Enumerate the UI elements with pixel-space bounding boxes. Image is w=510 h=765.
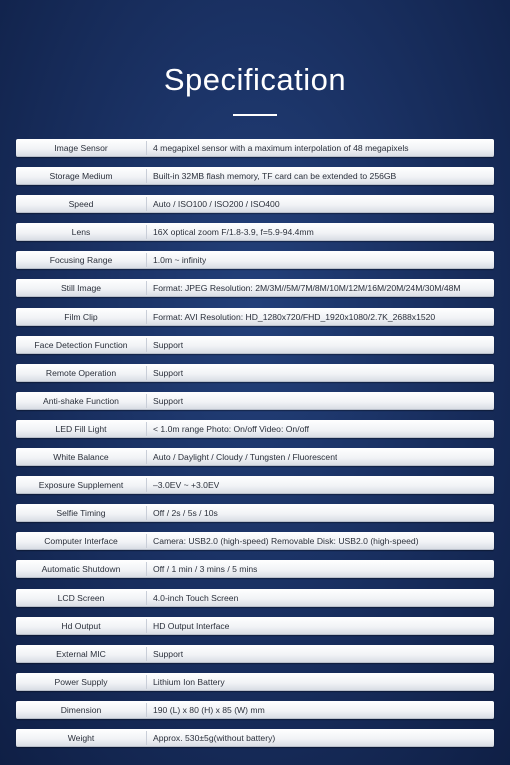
spec-row — [16, 364, 494, 382]
spec-row — [16, 167, 494, 185]
spec-row — [16, 251, 494, 269]
spec-value: Support — [153, 648, 184, 659]
spec-value: Auto / Daylight / Cloudy / Tungsten / Fluorescent — [153, 452, 338, 463]
spec-label: Anti-shake Function — [43, 395, 119, 406]
spec-row — [16, 279, 494, 297]
spec-value: Support — [153, 339, 184, 350]
spec-label: Exposure Supplement — [38, 480, 124, 491]
spec-row — [16, 645, 494, 663]
spec-row — [16, 336, 494, 354]
spec-row — [16, 420, 494, 438]
spec-label: Weight — [67, 732, 95, 743]
page-title: Specification — [163, 62, 347, 97]
spec-value: 4.0-inch Touch Screen — [153, 592, 239, 603]
spec-row — [16, 448, 494, 466]
spec-value: Off / 2s / 5s / 10s — [153, 508, 218, 519]
spec-value: –3.0EV ~ +3.0EV — [153, 480, 220, 491]
spec-label: Film Clip — [64, 311, 98, 322]
spec-row — [16, 223, 494, 241]
spec-value: < 1.0m range Photo: On/off Video: On/off — [153, 423, 309, 434]
spec-label: Automatic Shutdown — [41, 564, 121, 575]
spec-value: Format: AVI Resolution: HD_1280x720/FHD_1920x1080/2.7K_2688x1520 — [153, 311, 436, 322]
spec-value: Support — [153, 367, 184, 378]
spec-label: Lens — [71, 227, 91, 238]
spec-label: White Balance — [53, 452, 109, 463]
spec-label: Face Detection Function — [34, 339, 128, 350]
spec-label: Image Sensor — [54, 143, 108, 153]
spec-label: Remote Operation — [45, 367, 117, 378]
spec-label: Speed — [68, 199, 94, 210]
spec-row — [16, 729, 494, 747]
spec-label: Computer Interface — [44, 536, 118, 547]
spec-table — [16, 139, 494, 757]
spec-label: Dimension — [60, 704, 102, 715]
spec-label: External MIC — [56, 648, 106, 659]
spec-row — [16, 589, 494, 607]
spec-label: Still Image — [60, 283, 102, 294]
spec-value: Auto / ISO100 / ISO200 / ISO400 — [153, 199, 280, 210]
spec-row — [16, 532, 494, 550]
spec-label: Focusing Range — [49, 255, 113, 266]
spec-row — [16, 701, 494, 719]
spec-value: 190 (L) x 80 (H) x 85 (W) mm — [153, 704, 265, 715]
spec-value: Off / 1 min / 3 mins / 5 mins — [153, 564, 258, 575]
spec-value: Format: JPEG Resolution: 2M/3M//5M/7M/8M/10M/12M/16M/20M/24M/30M/48M — [153, 283, 461, 294]
spec-value: 4 megapixel sensor with a maximum interpolation of 48 megapixels — [153, 143, 409, 153]
title-underline — [233, 114, 277, 116]
spec-label: Storage Medium — [49, 171, 113, 182]
spec-row — [16, 195, 494, 213]
spec-value: Support — [153, 395, 184, 406]
spec-label: LCD Screen — [57, 592, 105, 603]
spec-row — [16, 617, 494, 635]
spec-label: Selfie Timing — [56, 508, 106, 519]
spec-row — [16, 139, 494, 157]
spec-row — [16, 560, 494, 578]
spec-row — [16, 673, 494, 691]
spec-row — [16, 504, 494, 522]
spec-value: Approx. 530±5g(without battery) — [153, 732, 276, 743]
spec-value: HD Output Interface — [153, 620, 230, 631]
spec-value: Camera: USB2.0 (high-speed) Removable Disk: USB2.0 (high-speed) — [153, 536, 419, 547]
spec-value: Built-in 32MB flash memory, TF card can be extended to 256GB — [153, 171, 397, 182]
spec-value: 1.0m ~ infinity — [153, 255, 207, 266]
spec-label: Power Supply — [54, 676, 108, 687]
spec-label: Hd Output — [61, 620, 101, 631]
spec-row — [16, 392, 494, 410]
spec-row — [16, 308, 494, 326]
spec-label: LED Fill Light — [55, 423, 107, 434]
spec-value: 16X optical zoom F/1.8-3.9, f=5.9-94.4mm — [153, 227, 314, 238]
spec-row — [16, 476, 494, 494]
spec-value: Lithium Ion Battery — [153, 676, 225, 687]
